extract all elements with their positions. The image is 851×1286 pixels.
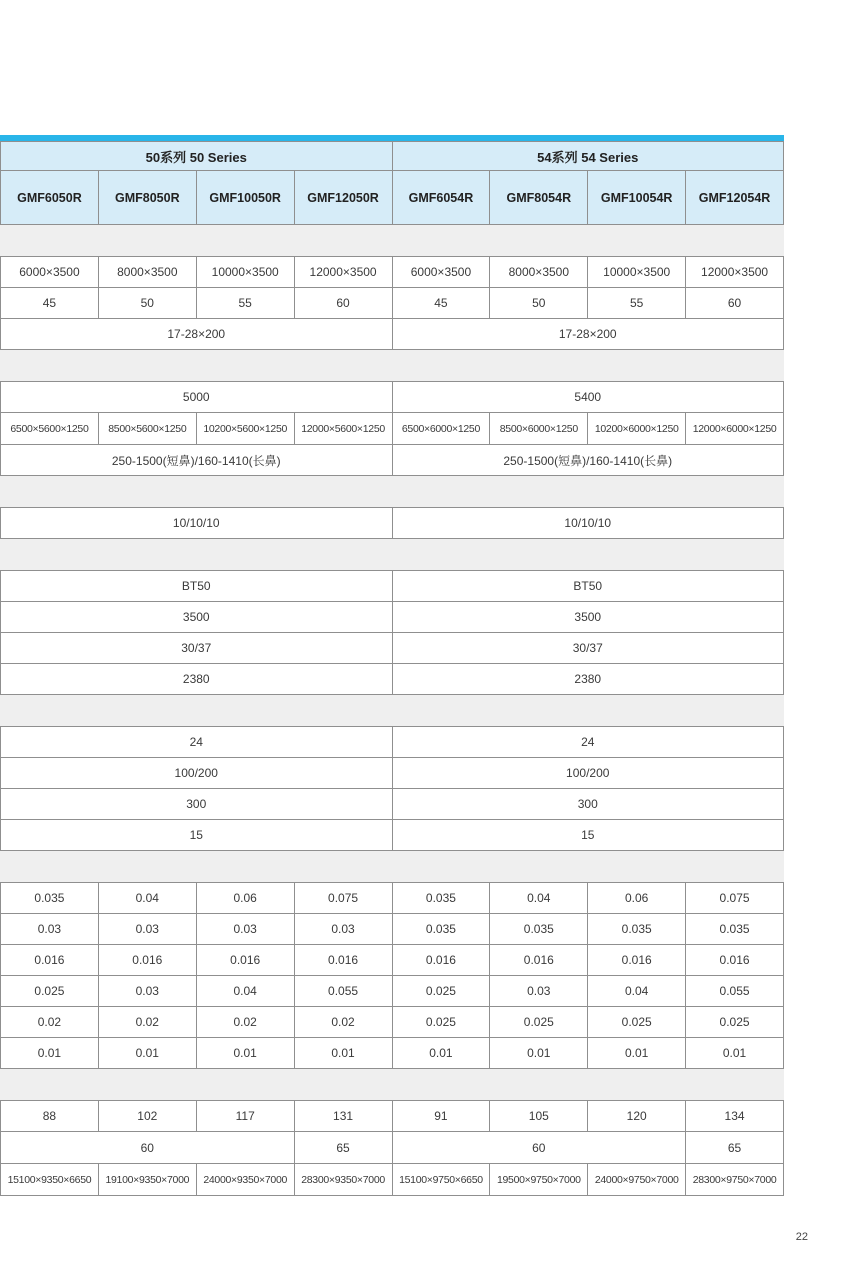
spec-cell: 10200×5600×1250 [196, 413, 294, 445]
spec-cell: 0.025 [686, 1007, 784, 1038]
spec-cell: 0.03 [196, 914, 294, 945]
model-cell: GMF12050R [294, 171, 392, 225]
spec-cell: 19500×9750×7000 [490, 1164, 588, 1196]
spec-cell: 0.03 [98, 976, 196, 1007]
spec-cell: 105 [490, 1101, 588, 1132]
model-cell: GMF6054R [392, 171, 490, 225]
series-header-table [0, 141, 784, 225]
spec-cell: 12000×5600×1250 [294, 413, 392, 445]
spec-cell: 0.04 [588, 976, 686, 1007]
spec-cell: 0.01 [392, 1038, 490, 1069]
spec-cell: 65 [294, 1132, 392, 1164]
spec-cell: 0.04 [490, 883, 588, 914]
spec-cell: 0.016 [686, 945, 784, 976]
spec-cell: 250-1500(短鼻)/160-1410(长鼻) [392, 445, 784, 476]
spec-cell: 24000×9750×7000 [588, 1164, 686, 1196]
spec-cell: 0.016 [392, 945, 490, 976]
spec-cell: 0.01 [490, 1038, 588, 1069]
spec-cell: 45 [392, 288, 490, 319]
spec-cell: 0.01 [98, 1038, 196, 1069]
spec-cell: 0.04 [196, 976, 294, 1007]
spec-cell: 0.025 [392, 1007, 490, 1038]
spec-cell: 0.035 [490, 914, 588, 945]
spec-block-workpiece [0, 381, 784, 476]
table-row [1, 789, 784, 820]
spec-cell: 250-1500(短鼻)/160-1410(长鼻) [1, 445, 393, 476]
spec-cell: 134 [686, 1101, 784, 1132]
table-row [1, 1007, 784, 1038]
spec-cell: 0.025 [588, 1007, 686, 1038]
spec-cell: 55 [588, 288, 686, 319]
spec-cell: 0.03 [490, 976, 588, 1007]
spec-cell: 45 [1, 288, 99, 319]
spec-cell: 17-28×200 [392, 319, 784, 350]
spec-block-table-size [0, 256, 784, 350]
spec-cell: 30/37 [1, 633, 393, 664]
spec-cell: 24000×9350×7000 [196, 1164, 294, 1196]
spec-cell: 0.01 [588, 1038, 686, 1069]
page-number: 22 [795, 1231, 808, 1243]
spec-cell: 0.06 [196, 883, 294, 914]
spec-cell: 0.016 [294, 945, 392, 976]
table-row [1, 288, 784, 319]
spec-cell: 12000×6000×1250 [686, 413, 784, 445]
table-row [1, 1164, 784, 1196]
spec-cell: BT50 [1, 571, 393, 602]
spec-cell: 6500×5600×1250 [1, 413, 99, 445]
spec-block-feed [0, 726, 784, 851]
spec-cell: 8000×3500 [98, 257, 196, 288]
table-row [1, 945, 784, 976]
spec-cell: 0.03 [98, 914, 196, 945]
models-row [1, 171, 784, 225]
table-row [1, 1101, 784, 1132]
spec-cell: 10200×6000×1250 [588, 413, 686, 445]
spec-cell: 0.03 [1, 914, 99, 945]
spec-cell: 8000×3500 [490, 257, 588, 288]
spec-cell: 10000×3500 [588, 257, 686, 288]
model-cell: GMF8050R [98, 171, 196, 225]
spec-cell: 24 [392, 727, 784, 758]
spec-cell: 3500 [1, 602, 393, 633]
table-row [1, 727, 784, 758]
table-row [1, 508, 784, 539]
spec-block-accuracy [0, 507, 784, 539]
spec-cell: 0.016 [588, 945, 686, 976]
series-row [1, 142, 784, 171]
spec-cell: 300 [392, 789, 784, 820]
spec-cell: 88 [1, 1101, 99, 1132]
series-label-54: 54系列 54 Series [392, 142, 784, 171]
spec-cell: 0.025 [490, 1007, 588, 1038]
spec-cell: 30/37 [392, 633, 784, 664]
spec-cell: 60 [294, 288, 392, 319]
spec-cell: 10000×3500 [196, 257, 294, 288]
spec-cell: 65 [686, 1132, 784, 1164]
spec-cell: 100/200 [392, 758, 784, 789]
spec-cell: 0.016 [490, 945, 588, 976]
spec-cell: 50 [490, 288, 588, 319]
spec-cell: 0.035 [392, 914, 490, 945]
spec-cell: 102 [98, 1101, 196, 1132]
spec-cell: 28300×9350×7000 [294, 1164, 392, 1196]
table-row [1, 413, 784, 445]
model-cell: GMF10050R [196, 171, 294, 225]
table-row [1, 445, 784, 476]
spec-cell: 0.03 [294, 914, 392, 945]
model-cell: GMF8054R [490, 171, 588, 225]
model-cell: GMF10054R [588, 171, 686, 225]
spec-cell: 6000×3500 [392, 257, 490, 288]
spec-cell: 0.055 [686, 976, 784, 1007]
spec-cell: 0.02 [98, 1007, 196, 1038]
table-row [1, 633, 784, 664]
spec-cell: 0.06 [588, 883, 686, 914]
spec-cell: 0.01 [686, 1038, 784, 1069]
spec-cell: 0.02 [196, 1007, 294, 1038]
spec-cell: 8500×6000×1250 [490, 413, 588, 445]
spec-cell: 15 [1, 820, 393, 851]
spec-cell: 0.055 [294, 976, 392, 1007]
table-row [1, 758, 784, 789]
spec-block-spindle [0, 570, 784, 695]
table-row [1, 976, 784, 1007]
spec-cell: 55 [196, 288, 294, 319]
spec-cell: 8500×5600×1250 [98, 413, 196, 445]
spec-cell: 24 [1, 727, 393, 758]
spec-cell: 0.01 [294, 1038, 392, 1069]
spec-cell: 50 [98, 288, 196, 319]
spec-cell: 60 [392, 1132, 686, 1164]
spec-cell: 120 [588, 1101, 686, 1132]
table-row [1, 1132, 784, 1164]
spec-cell: 60 [686, 288, 784, 319]
table-row [1, 883, 784, 914]
spec-cell: 2380 [392, 664, 784, 695]
spec-cell: 0.035 [588, 914, 686, 945]
spec-cell: 91 [392, 1101, 490, 1132]
table-row [1, 664, 784, 695]
table-row [1, 914, 784, 945]
spec-cell: 6500×6000×1250 [392, 413, 490, 445]
spec-block-machine [0, 1100, 784, 1196]
spec-cell: 300 [1, 789, 393, 820]
spec-cell: 117 [196, 1101, 294, 1132]
spec-cell: 10/10/10 [392, 508, 784, 539]
spec-cell: 12000×3500 [294, 257, 392, 288]
table-row [1, 820, 784, 851]
spec-cell: 10/10/10 [1, 508, 393, 539]
spec-cell: 28300×9750×7000 [686, 1164, 784, 1196]
spec-cell: 0.01 [196, 1038, 294, 1069]
spec-cell: 100/200 [1, 758, 393, 789]
model-cell: GMF12054R [686, 171, 784, 225]
series-label-50: 50系列 50 Series [1, 142, 393, 171]
spec-cell: 0.025 [392, 976, 490, 1007]
spec-cell: 15100×9350×6650 [1, 1164, 99, 1196]
table-row [1, 1038, 784, 1069]
spec-cell: 15100×9750×6650 [392, 1164, 490, 1196]
table-row [1, 319, 784, 350]
spec-cell: 0.01 [1, 1038, 99, 1069]
model-cell: GMF6050R [1, 171, 99, 225]
spec-cell: 0.035 [686, 914, 784, 945]
spec-table-area [0, 135, 784, 1196]
spec-cell: 6000×3500 [1, 257, 99, 288]
spec-cell: 0.04 [98, 883, 196, 914]
spec-cell: 17-28×200 [1, 319, 393, 350]
spec-cell: 0.075 [294, 883, 392, 914]
spec-cell: 15 [392, 820, 784, 851]
spec-cell: 2380 [1, 664, 393, 695]
spec-cell: BT50 [392, 571, 784, 602]
table-row [1, 257, 784, 288]
spec-cell: 5000 [1, 382, 393, 413]
spec-cell: 0.02 [1, 1007, 99, 1038]
spec-cell: 60 [1, 1132, 295, 1164]
spec-cell: 12000×3500 [686, 257, 784, 288]
table-row [1, 571, 784, 602]
spec-cell: 19100×9350×7000 [98, 1164, 196, 1196]
spec-cell: 131 [294, 1101, 392, 1132]
spec-cell: 0.035 [1, 883, 99, 914]
spec-cell: 5400 [392, 382, 784, 413]
spec-cell: 0.025 [1, 976, 99, 1007]
spec-cell: 0.016 [1, 945, 99, 976]
spec-cell: 0.016 [196, 945, 294, 976]
spec-block-tolerances [0, 882, 784, 1069]
spec-cell: 0.035 [392, 883, 490, 914]
spec-cell: 3500 [392, 602, 784, 633]
spec-cell: 0.016 [98, 945, 196, 976]
spec-cell: 0.075 [686, 883, 784, 914]
table-row [1, 602, 784, 633]
spec-cell: 0.02 [294, 1007, 392, 1038]
table-row [1, 382, 784, 413]
